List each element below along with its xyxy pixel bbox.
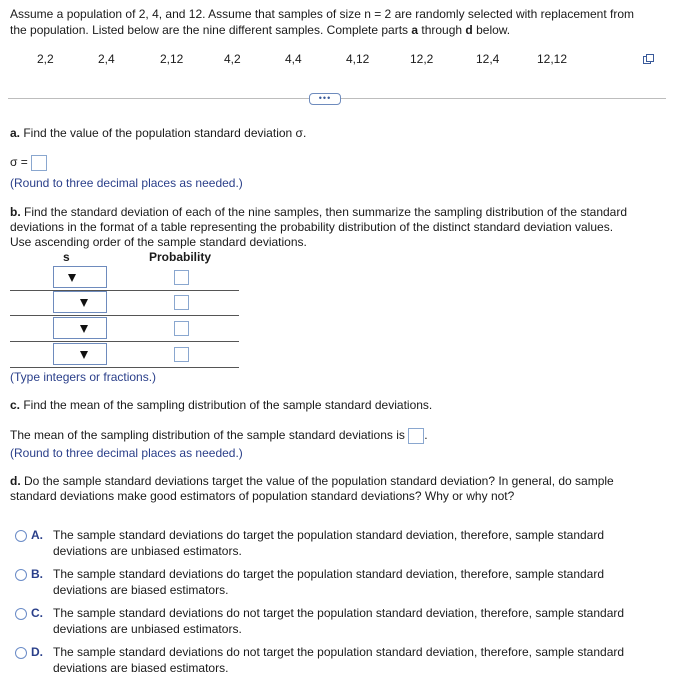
part-b-hint: (Type integers or fractions.) (10, 370, 157, 384)
radio-option-c[interactable] (15, 608, 27, 620)
option-text (53, 527, 663, 559)
part-a-letter: a. (10, 126, 21, 140)
copy-icon[interactable] (643, 54, 654, 65)
intro-through: through (418, 23, 466, 37)
sigma-label: σ = (10, 155, 28, 170)
option-letter: C. (31, 606, 43, 620)
part-d-letter: d. (10, 474, 21, 488)
option-line-1: The sample standard deviations do target the population standard deviation, therefore, sample standard (53, 567, 605, 581)
sample-item: 2,12 (160, 52, 184, 66)
part-c-question (10, 398, 432, 412)
part-b-line-1-text: Find the standard deviation of each of the nine samples, then summarize the sampling distribution of the standard (20, 205, 628, 219)
probability-input[interactable] (174, 295, 189, 310)
samples-row (0, 52, 677, 70)
option-line-2: deviations are biased estimators. (53, 661, 229, 675)
chevron-down-icon (80, 325, 88, 333)
radio-option-b[interactable] (15, 569, 27, 581)
mean-answer-suffix: . (424, 428, 428, 443)
table-row-divider (10, 341, 239, 342)
column-header-s: s (63, 250, 70, 264)
option-letter: B. (31, 567, 43, 581)
part-b-line-2: deviations in the format of a table representing the probability distribution of the distinct standard deviation values. (10, 220, 614, 234)
option-line-1: The sample standard deviations do not target the population standard deviation, therefore, sample standard (53, 645, 625, 659)
intro-text (10, 6, 670, 38)
chevron-down-icon (80, 299, 88, 307)
option-line-2: deviations are unbiased estimators. (53, 622, 242, 636)
intro-bold-d: d (465, 23, 473, 37)
sample-item: 4,4 (285, 52, 302, 66)
option-text (53, 605, 663, 637)
table-row-divider (10, 290, 239, 291)
intro-line-2-text: the population. Listed below are the nine different samples. Complete parts (10, 23, 412, 37)
part-d-question (10, 474, 670, 504)
column-header-probability: Probability (149, 250, 212, 264)
part-b-line-1 (10, 205, 670, 220)
sample-item: 2,4 (98, 52, 115, 66)
option-line-1: The sample standard deviations do target the population standard deviation, therefore, sample standard (53, 528, 605, 542)
option-line-1: The sample standard deviations do not target the population standard deviation, therefore, sample standard (53, 606, 625, 620)
part-d-line-2: standard deviations make good estimators of population standard deviations? Why or why not? (10, 489, 515, 503)
s-select[interactable] (53, 291, 107, 313)
sample-item: 12,4 (476, 52, 500, 66)
sample-item: 12,12 (537, 52, 568, 66)
s-select[interactable] (53, 266, 107, 288)
sample-item: 12,2 (410, 52, 434, 66)
part-a-text: Find the value of the population standard deviation σ. (20, 126, 307, 140)
radio-option-d[interactable] (15, 647, 27, 659)
option-text (53, 644, 663, 676)
option-line-2: deviations are biased estimators. (53, 583, 229, 597)
s-select[interactable] (53, 343, 107, 365)
part-a-question (10, 126, 306, 140)
option-letter: D. (31, 645, 43, 659)
mean-input[interactable] (408, 428, 424, 444)
chevron-down-icon (68, 274, 76, 282)
part-c-text: Find the mean of the sampling distribution of the sample standard deviations. (20, 398, 433, 412)
sample-item: 4,12 (346, 52, 370, 66)
radio-option-a[interactable] (15, 530, 27, 542)
table-row-divider (10, 315, 239, 316)
sigma-answer-row (10, 155, 47, 171)
table-row-divider (10, 367, 239, 368)
probability-input[interactable] (174, 270, 189, 285)
part-b-question (10, 205, 670, 250)
part-a-hint: (Round to three decimal places as needed.) (10, 176, 243, 190)
part-d-line-1 (10, 474, 670, 489)
chevron-down-icon (80, 351, 88, 359)
mean-answer-row (10, 428, 428, 444)
option-line-2: deviations are unbiased estimators. (53, 544, 242, 558)
part-d-line-1-text: Do the sample standard deviations target the value of the population standard deviation? In general, do sample (20, 474, 614, 488)
s-select[interactable] (53, 317, 107, 339)
sample-item: 4,2 (224, 52, 241, 66)
mean-answer-prefix: The mean of the sampling distribution of the sample standard deviations is (10, 428, 405, 443)
part-b-line-3: Use ascending order of the sample standard deviations. (10, 235, 307, 249)
probability-input[interactable] (174, 321, 189, 336)
part-b-letter: b. (10, 205, 21, 219)
probability-input[interactable] (174, 347, 189, 362)
intro-line-2 (10, 22, 670, 38)
part-c-letter: c. (10, 398, 21, 412)
intro-below: below. (472, 23, 511, 37)
intro-bold-a: a (411, 23, 419, 37)
expand-button[interactable]: ••• (309, 93, 341, 105)
option-letter: A. (31, 528, 43, 542)
sigma-input[interactable] (31, 155, 47, 171)
intro-line-1: Assume a population of 2, 4, and 12. Assume that samples of size n = 2 are randomly selected with replacement from (10, 7, 634, 21)
option-text (53, 566, 663, 598)
sample-item: 2,2 (37, 52, 54, 66)
part-c-hint: (Round to three decimal places as needed.) (10, 446, 243, 460)
